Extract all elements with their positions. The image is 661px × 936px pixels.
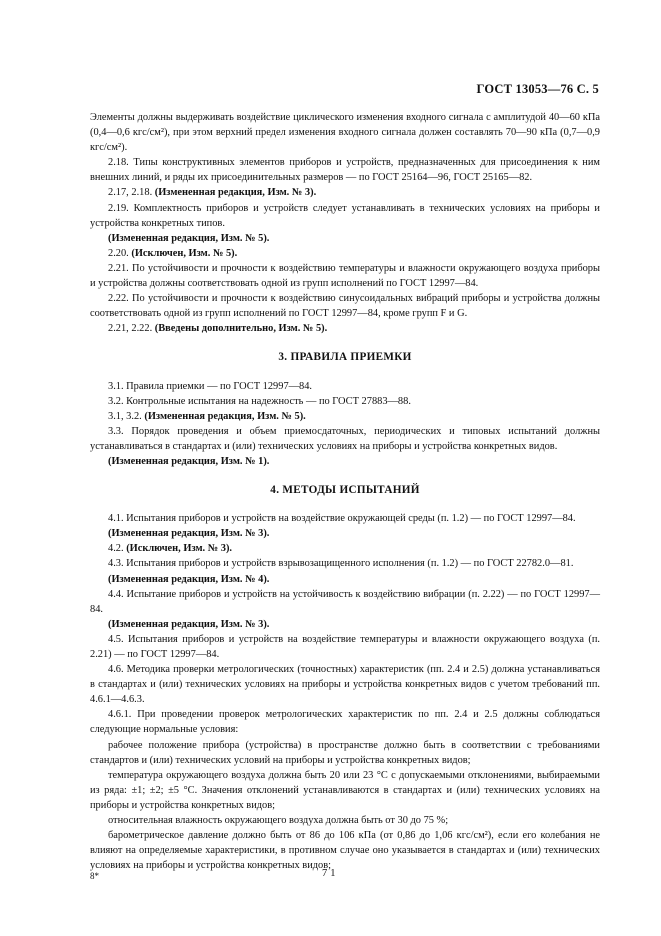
- paragraph: 3.3. Порядок проведения и объем приемосдаточных, периодических и типовых испытаний должны устанавливаться в стандартах и (или) технических условиях на приборы и устройства конкретных видов.: [90, 425, 600, 452]
- paragraph: 3.1, 3.2. (Измененная редакция, Изм. № 5).: [108, 410, 306, 422]
- paragraph: 2.21. По устойчивости и прочности к воздействию температуры и влажности окружающего воздуха приборы и устройства должны соответствовать одной из групп исполнений по ГОСТ 12997—84.: [90, 262, 600, 290]
- paragraph: 4.1. Испытания приборов и устройств на воздействие окружающей среды (п. 1.2) — по ГОСТ 12997—84.: [108, 513, 576, 525]
- page-number: 71: [322, 868, 339, 879]
- paragraph: 3.1. Правила приемки — по ГОСТ 12997—84.: [108, 380, 313, 392]
- page-content: [90, 110, 600, 873]
- footer-mark: 8*: [90, 871, 99, 881]
- paragraph: температура окружающего воздуха должна быть 20 или 23 °С с допускаемыми отклонениями, выбираемыми из ряда: ±1; ±2; ±5 °С. Значения отклонений устанавливаются в стандартах и (или) технических условиях на приборы и устройства конкретных видов;: [90, 769, 600, 811]
- amendment-note: (Измененная редакция, Изм. № 3).: [108, 618, 270, 630]
- amendment-note: (Измененная редакция, Изм. № 3).: [108, 528, 270, 540]
- paragraph: 2.22. По устойчивости и прочности к воздействию синусоидальных вибраций приборы и устройства должны соответствовать одной из групп исполнений по ГОСТ 12997—84, кроме групп F и G.: [90, 293, 600, 320]
- page-header: ГОСТ 13053—76 С. 5: [476, 82, 599, 96]
- paragraph: 4.3. Испытания приборов и устройств взрывозащищенного исполнения (п. 1.2) — по ГОСТ 22782.0—81.: [108, 558, 574, 570]
- paragraph: Элементы должны выдерживать воздействие циклического изменения входного сигнала с амплитудой 40—60 кПа (0,4—0,6 кгс/см²), при этом верхний предел изменения входного сигнала должен составлять 70—90 кПа (0,7—0,9 кгс/см²).: [90, 112, 600, 154]
- paragraph: 4.6. Методика проверки метрологических (точностных) характеристик (пп. 2.4 и 2.5) должна устанавливаться в стандартах и (или) технических условиях на приборы и устройства конкретных видов с учетом требований пп. 4.6.1—4.6.3.: [90, 664, 600, 706]
- paragraph: 3.2. Контрольные испытания на надежность — по ГОСТ 27883—88.: [108, 395, 411, 407]
- paragraph: 4.6.1. При проведении проверок метрологических характеристик по пп. 2.4 и 2.5 должны соблюдаться следующие нормальные условия:: [90, 709, 600, 736]
- paragraph: 4.2. (Исключен, Изм. № 3).: [108, 543, 233, 555]
- paragraph: барометрическое давление должно быть от 86 до 106 кПа (от 0,86 до 1,06 кгс/см²), если его колебания не влияют на определяемые характеристики, в противном случае оно указывается в стандартах и (или) технических условиях на приборы и устройства конкретных видов;: [90, 830, 600, 872]
- amendment-note: (Измененная редакция, Изм. № 4).: [108, 573, 270, 585]
- section-heading-test-methods: 4. МЕТОДЫ ИСПЫТАНИЙ: [270, 484, 420, 497]
- section-heading-acceptance: 3. ПРАВИЛА ПРИЕМКИ: [278, 351, 412, 364]
- paragraph: 4.4. Испытание приборов и устройств на устойчивость к воздействию вибрации (п. 2.22) — по ГОСТ 12997—84.: [90, 588, 600, 615]
- paragraph: 2.21, 2.22. (Введены дополнительно, Изм. № 5).: [108, 323, 328, 335]
- paragraph: рабочее положение прибора (устройства) в пространстве должно быть в соответствии с требованиями стандартов и (или) технических условий на приборы и устройства конкретных видов;: [90, 739, 600, 766]
- paragraph: 4.5. Испытания приборов и устройств на воздействие температуры и влажности окружающего воздуха (п. 2.21) — по ГОСТ 12997—84.: [90, 633, 600, 660]
- amendment-note: (Измененная редакция, Изм. № 1).: [108, 455, 270, 467]
- paragraph: 2.18. Типы конструктивных элементов приборов и устройств, предназначенных для присоединения к ним внешних линий, и ряды их присоединительных размеров — по ГОСТ 25164—96, ГОСТ 25165—82.: [90, 157, 600, 184]
- paragraph: 2.17, 2.18. (Измененная редакция, Изм. № 3).: [108, 187, 317, 199]
- paragraph: 2.19. Комплектность приборов и устройств следует устанавливать в технических условиях на приборы и устройства конкретных типов.: [90, 202, 600, 229]
- amendment-note: (Измененная редакция, Изм. № 5).: [108, 232, 270, 244]
- paragraph: относительная влажность окружающего воздуха должна быть от 30 до 75 %;: [108, 815, 449, 827]
- paragraph: 2.20. (Исключен, Изм. № 5).: [108, 247, 238, 259]
